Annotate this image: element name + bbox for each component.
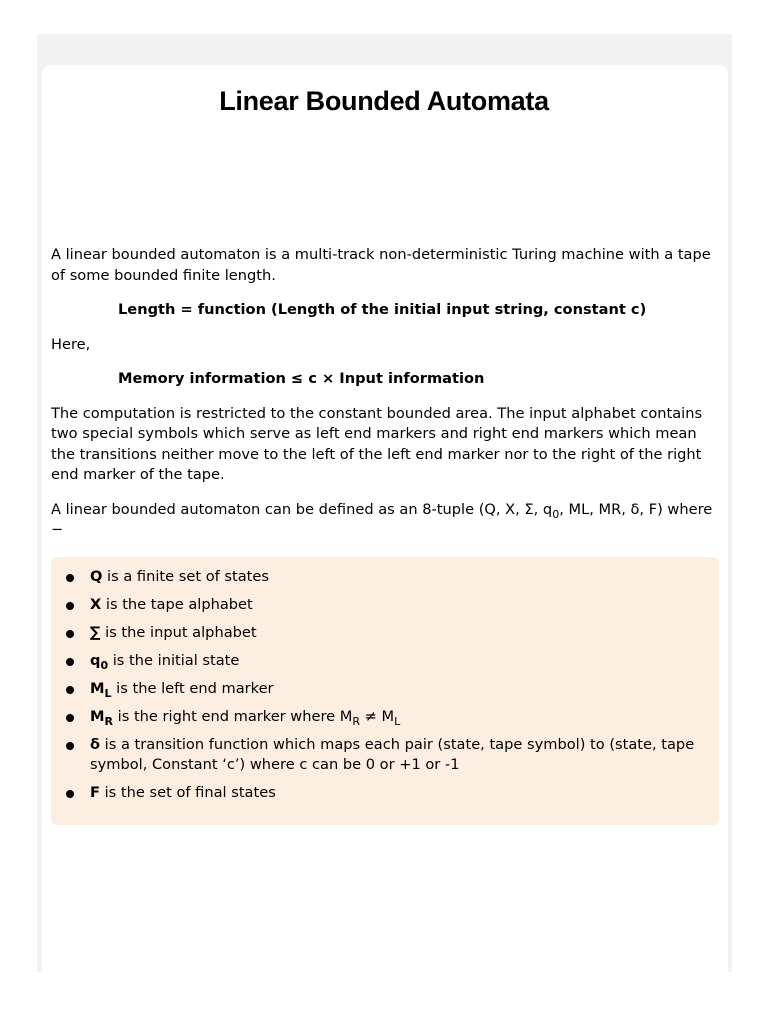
tuple-paragraph — [51, 500, 719, 541]
bullet-icon — [66, 602, 74, 610]
bullet-icon — [66, 790, 74, 798]
bullet-icon — [66, 658, 74, 666]
definition-text: is the tape alphabet — [101, 595, 253, 613]
definition-term-subscript: L — [104, 686, 112, 700]
definitions-box — [51, 557, 719, 826]
computation-paragraph: The computation is restricted to the constant bounded area. The input alphabet contains two special symbols which serve as left end markers and right end markers which mean the transitions neither move to the left of the left end marker nor to the right of the right end marker of the tape. — [51, 404, 703, 483]
definition-text: is the left end marker — [111, 679, 274, 697]
definition-term-subscript: 0 — [100, 658, 109, 672]
definition-item — [51, 567, 719, 588]
definition-text: is a finite set of states — [102, 567, 269, 585]
definition-text: is the set of final states — [99, 784, 276, 801]
definition-term-subscript: R — [104, 714, 114, 728]
intro-paragraph: A linear bounded automaton is a multi-track non-deterministic Turing machine with a tape of some bounded finite length. — [51, 246, 711, 284]
definition-text-subscript: L — [394, 714, 401, 728]
definition-term: M — [90, 679, 105, 697]
definition-term: ∑ — [90, 623, 101, 641]
bullet-icon — [66, 574, 74, 582]
definition-item — [51, 595, 719, 616]
definition-text-subscript: R — [352, 714, 361, 728]
article-body — [51, 245, 719, 825]
bullet-icon — [66, 714, 74, 722]
definition-text-middle: ≠ M — [360, 707, 395, 725]
definition-text: is a transition function which maps each pair (state, tape symbol) to (state, tape symbol, Constant ‘c’) where c can be 0 or +1 or -1 — [90, 735, 695, 773]
definition-text: is the initial state — [108, 651, 240, 669]
definition-text: is the right end marker where M — [113, 707, 353, 725]
definitions-list — [51, 567, 719, 804]
definition-term: δ — [90, 735, 101, 753]
definition-item — [51, 735, 719, 776]
here-label: Here, — [51, 335, 91, 353]
length-formula: Length = function (Length of the initial input string, constant c) — [118, 301, 647, 318]
definition-item — [51, 783, 719, 804]
bullet-icon — [66, 686, 74, 694]
definition-term: X — [90, 595, 102, 613]
memory-formula: Memory information ≤ c × Input information — [118, 370, 485, 387]
definition-item — [51, 651, 719, 672]
definition-item — [51, 623, 719, 644]
tuple-text-before: A linear bounded automaton can be defined as an 8-tuple (Q, X, Σ, q — [51, 500, 553, 518]
definition-term: q — [90, 651, 101, 669]
definition-term: Q — [90, 567, 103, 585]
tuple-subscript: 0 — [552, 507, 560, 521]
page-title: Linear Bounded Automata — [219, 86, 549, 116]
definition-term: F — [90, 784, 100, 801]
bullet-icon — [66, 630, 74, 638]
definition-item — [51, 707, 719, 728]
bullet-icon — [66, 742, 74, 750]
definition-text: is the input alphabet — [100, 623, 257, 641]
definition-item — [51, 679, 719, 700]
tuple-text-after: , ML, MR, δ, F) where − — [51, 500, 713, 538]
definition-term: M — [90, 707, 105, 725]
